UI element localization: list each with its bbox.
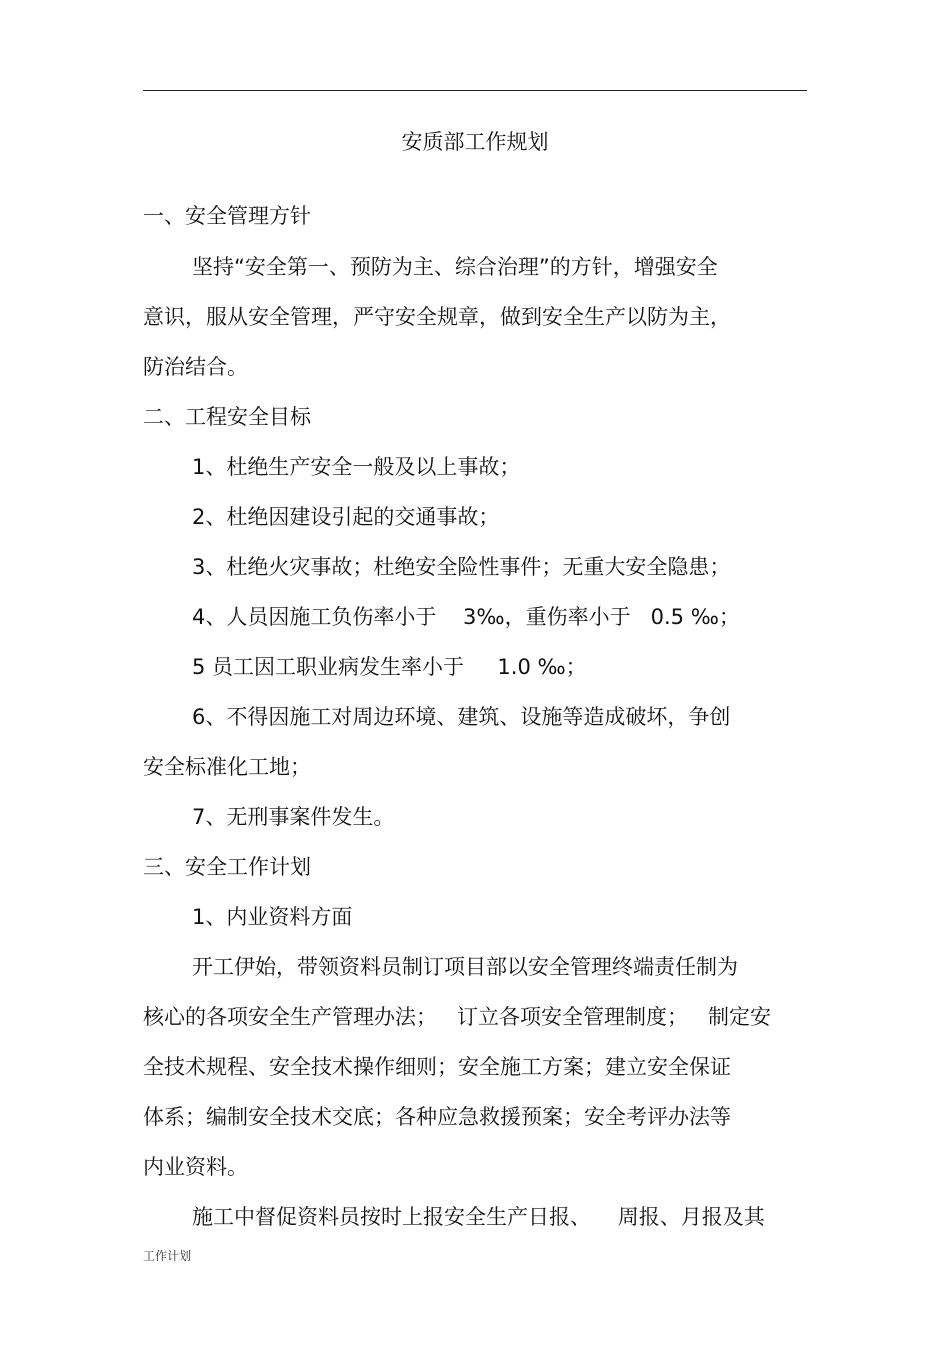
list-item-continuation: 安全标准化工地； [143, 755, 311, 779]
list-item: 1、杜绝生产安全一般及以上事故； [192, 455, 521, 479]
list-item: 4、人员因施工负伤率小于 3‰，重伤率小于 0.5 ‰； [192, 605, 740, 629]
page-footer: 工作计划 [143, 1249, 192, 1263]
paragraph-line: 核心的各项安全生产管理办法； 订立各项安全管理制度； 制定安 [143, 1005, 772, 1029]
subsection-heading: 1、内业资料方面 [192, 905, 353, 929]
list-item: 5 员工因工职业病发生率小于 1.0 ‰； [192, 655, 587, 679]
section-heading-3: 三、安全工作计划 [143, 855, 311, 879]
paragraph-line: 施工中督促资料员按时上报安全生产日报、 周报、月报及其 [192, 1205, 765, 1229]
paragraph-line: 内业资料。 [143, 1155, 248, 1179]
section-heading-2: 二、工程安全目标 [143, 405, 311, 429]
list-item: 3、杜绝火灾事故；杜绝安全险性事件；无重大安全隐患； [192, 555, 731, 579]
list-item: 2、杜绝因建设引起的交通事故； [192, 505, 500, 529]
paragraph-line: 防治结合。 [143, 355, 248, 379]
paragraph-line: 全技术规程、安全技术操作细则；安全施工方案；建立安全保证 [143, 1055, 731, 1079]
section-heading-1: 一、安全管理方针 [143, 204, 311, 228]
list-item: 6、不得因施工对周边环境、建筑、设施等造成破坏，争创 [192, 705, 731, 729]
document-title: 安质部工作规划 [401, 130, 549, 154]
paragraph-line: 体系；编制安全技术交底；各种应急救援预案；安全考评办法等 [143, 1105, 731, 1129]
paragraph-line: 意识，服从安全管理，严守安全规章，做到安全生产以防为主， [143, 305, 731, 329]
paragraph-line: 开工伊始，带领资料员制订项目部以安全管理终端责任制为 [192, 955, 738, 979]
paragraph-line: 坚持“安全第一、预防为主、综合治理”的方针，增强安全 [192, 255, 718, 279]
header-rule [143, 90, 807, 91]
list-item: 7、无刑事案件发生。 [192, 805, 395, 829]
